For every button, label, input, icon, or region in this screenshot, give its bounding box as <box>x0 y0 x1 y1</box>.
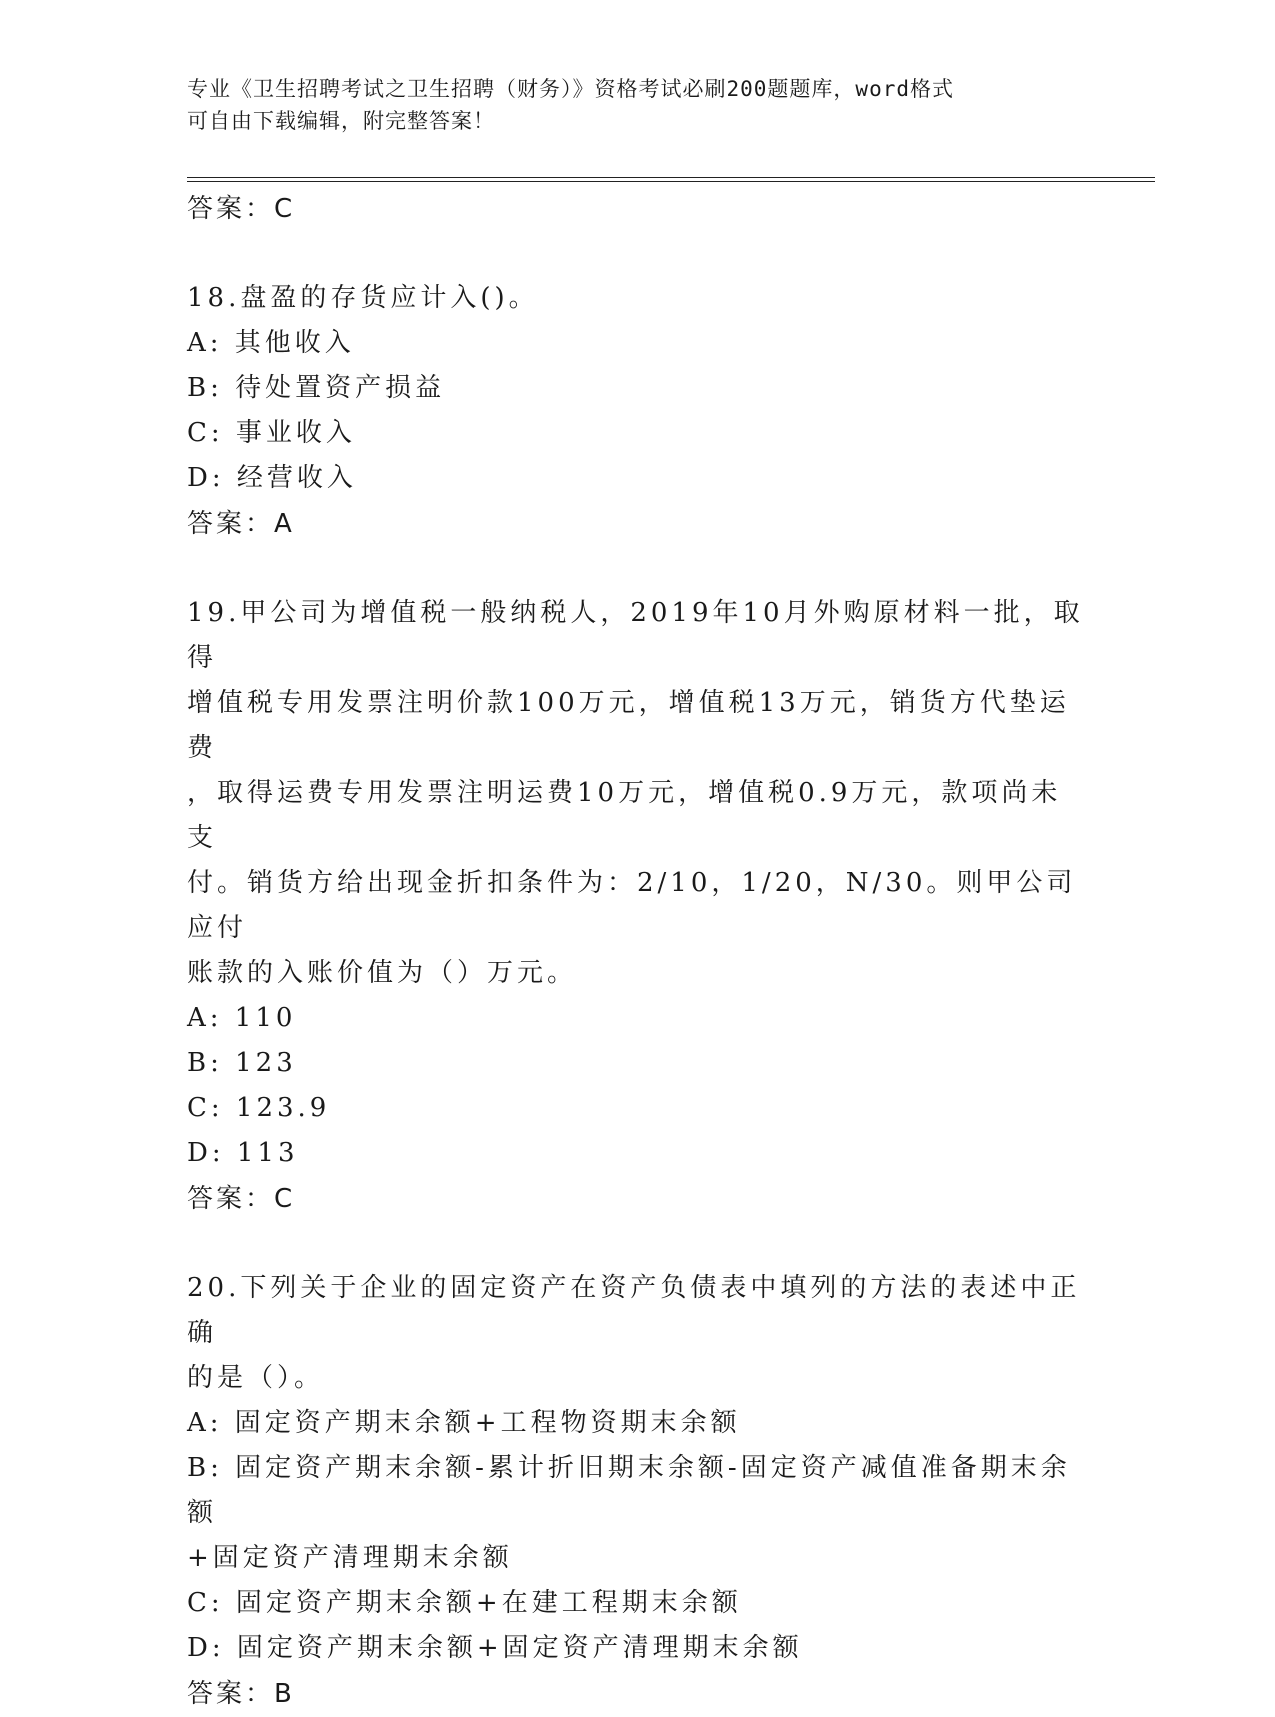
header-line-1: 专业《卫生招聘考试之卫生招聘（财务）》资格考试必刷200题题库，word格式 <box>187 77 954 101</box>
question-text-line: 账款的入账价值为（）万元。 <box>187 958 578 988</box>
option-b: B: 固定资产期末余额-累计折旧期末余额-固定资产减值准备期末余额 <box>187 1453 1071 1528</box>
header-divider <box>187 177 1155 182</box>
question-text-line: 的是（）。 <box>187 1363 325 1393</box>
option-b-continued: +固定资产清理期末余额 <box>187 1543 513 1573</box>
option-b: B: 待处置资产损益 <box>187 373 446 403</box>
question-19 <box>187 591 1087 1222</box>
option-c: C: 123.9 <box>187 1093 331 1123</box>
option-d: D: 113 <box>187 1138 299 1168</box>
question-text: 18.盘盈的存货应计入()。 <box>187 283 539 313</box>
answer-label: 答案：A <box>187 509 295 539</box>
option-a: A: 其他收入 <box>187 328 355 358</box>
question-content <box>187 186 1087 1717</box>
question-18 <box>187 276 1087 547</box>
option-a: A: 110 <box>187 1003 297 1033</box>
question-text-line: 增值税专用发票注明价款100万元，增值税13万元，销货方代垫运费 <box>187 688 1070 763</box>
question-text-line: ，取得运费专用发票注明运费10万元，增值税0.9万元，款项尚未支 <box>187 778 1062 853</box>
question-text-line: 付。销货方给出现金折扣条件为：2/10，1/20，N/30。则甲公司应付 <box>187 868 1077 943</box>
header-line-2: 可自由下载编辑，附完整答案！ <box>187 109 495 133</box>
question-text-line: 19.甲公司为增值税一般纳税人，2019年10月外购原材料一批，取得 <box>187 598 1084 673</box>
option-a: A: 固定资产期末余额+工程物资期末余额 <box>187 1408 741 1438</box>
option-d: D: 固定资产期末余额+固定资产清理期末余额 <box>187 1633 803 1663</box>
option-c: C: 固定资产期末余额+在建工程期末余额 <box>187 1588 742 1618</box>
question-20 <box>187 1266 1087 1717</box>
option-c: C: 事业收入 <box>187 418 356 448</box>
option-d: D: 经营收入 <box>187 463 357 493</box>
option-b: B: 123 <box>187 1048 297 1078</box>
question-text-line: 20.下列关于企业的固定资产在资产负债表中填列的方法的表述中正确 <box>187 1273 1081 1348</box>
answer-label: 答案：C <box>187 194 296 224</box>
page-header <box>187 73 1067 137</box>
answer-label: 答案：C <box>187 1184 296 1214</box>
answer-label: 答案：B <box>187 1679 295 1709</box>
